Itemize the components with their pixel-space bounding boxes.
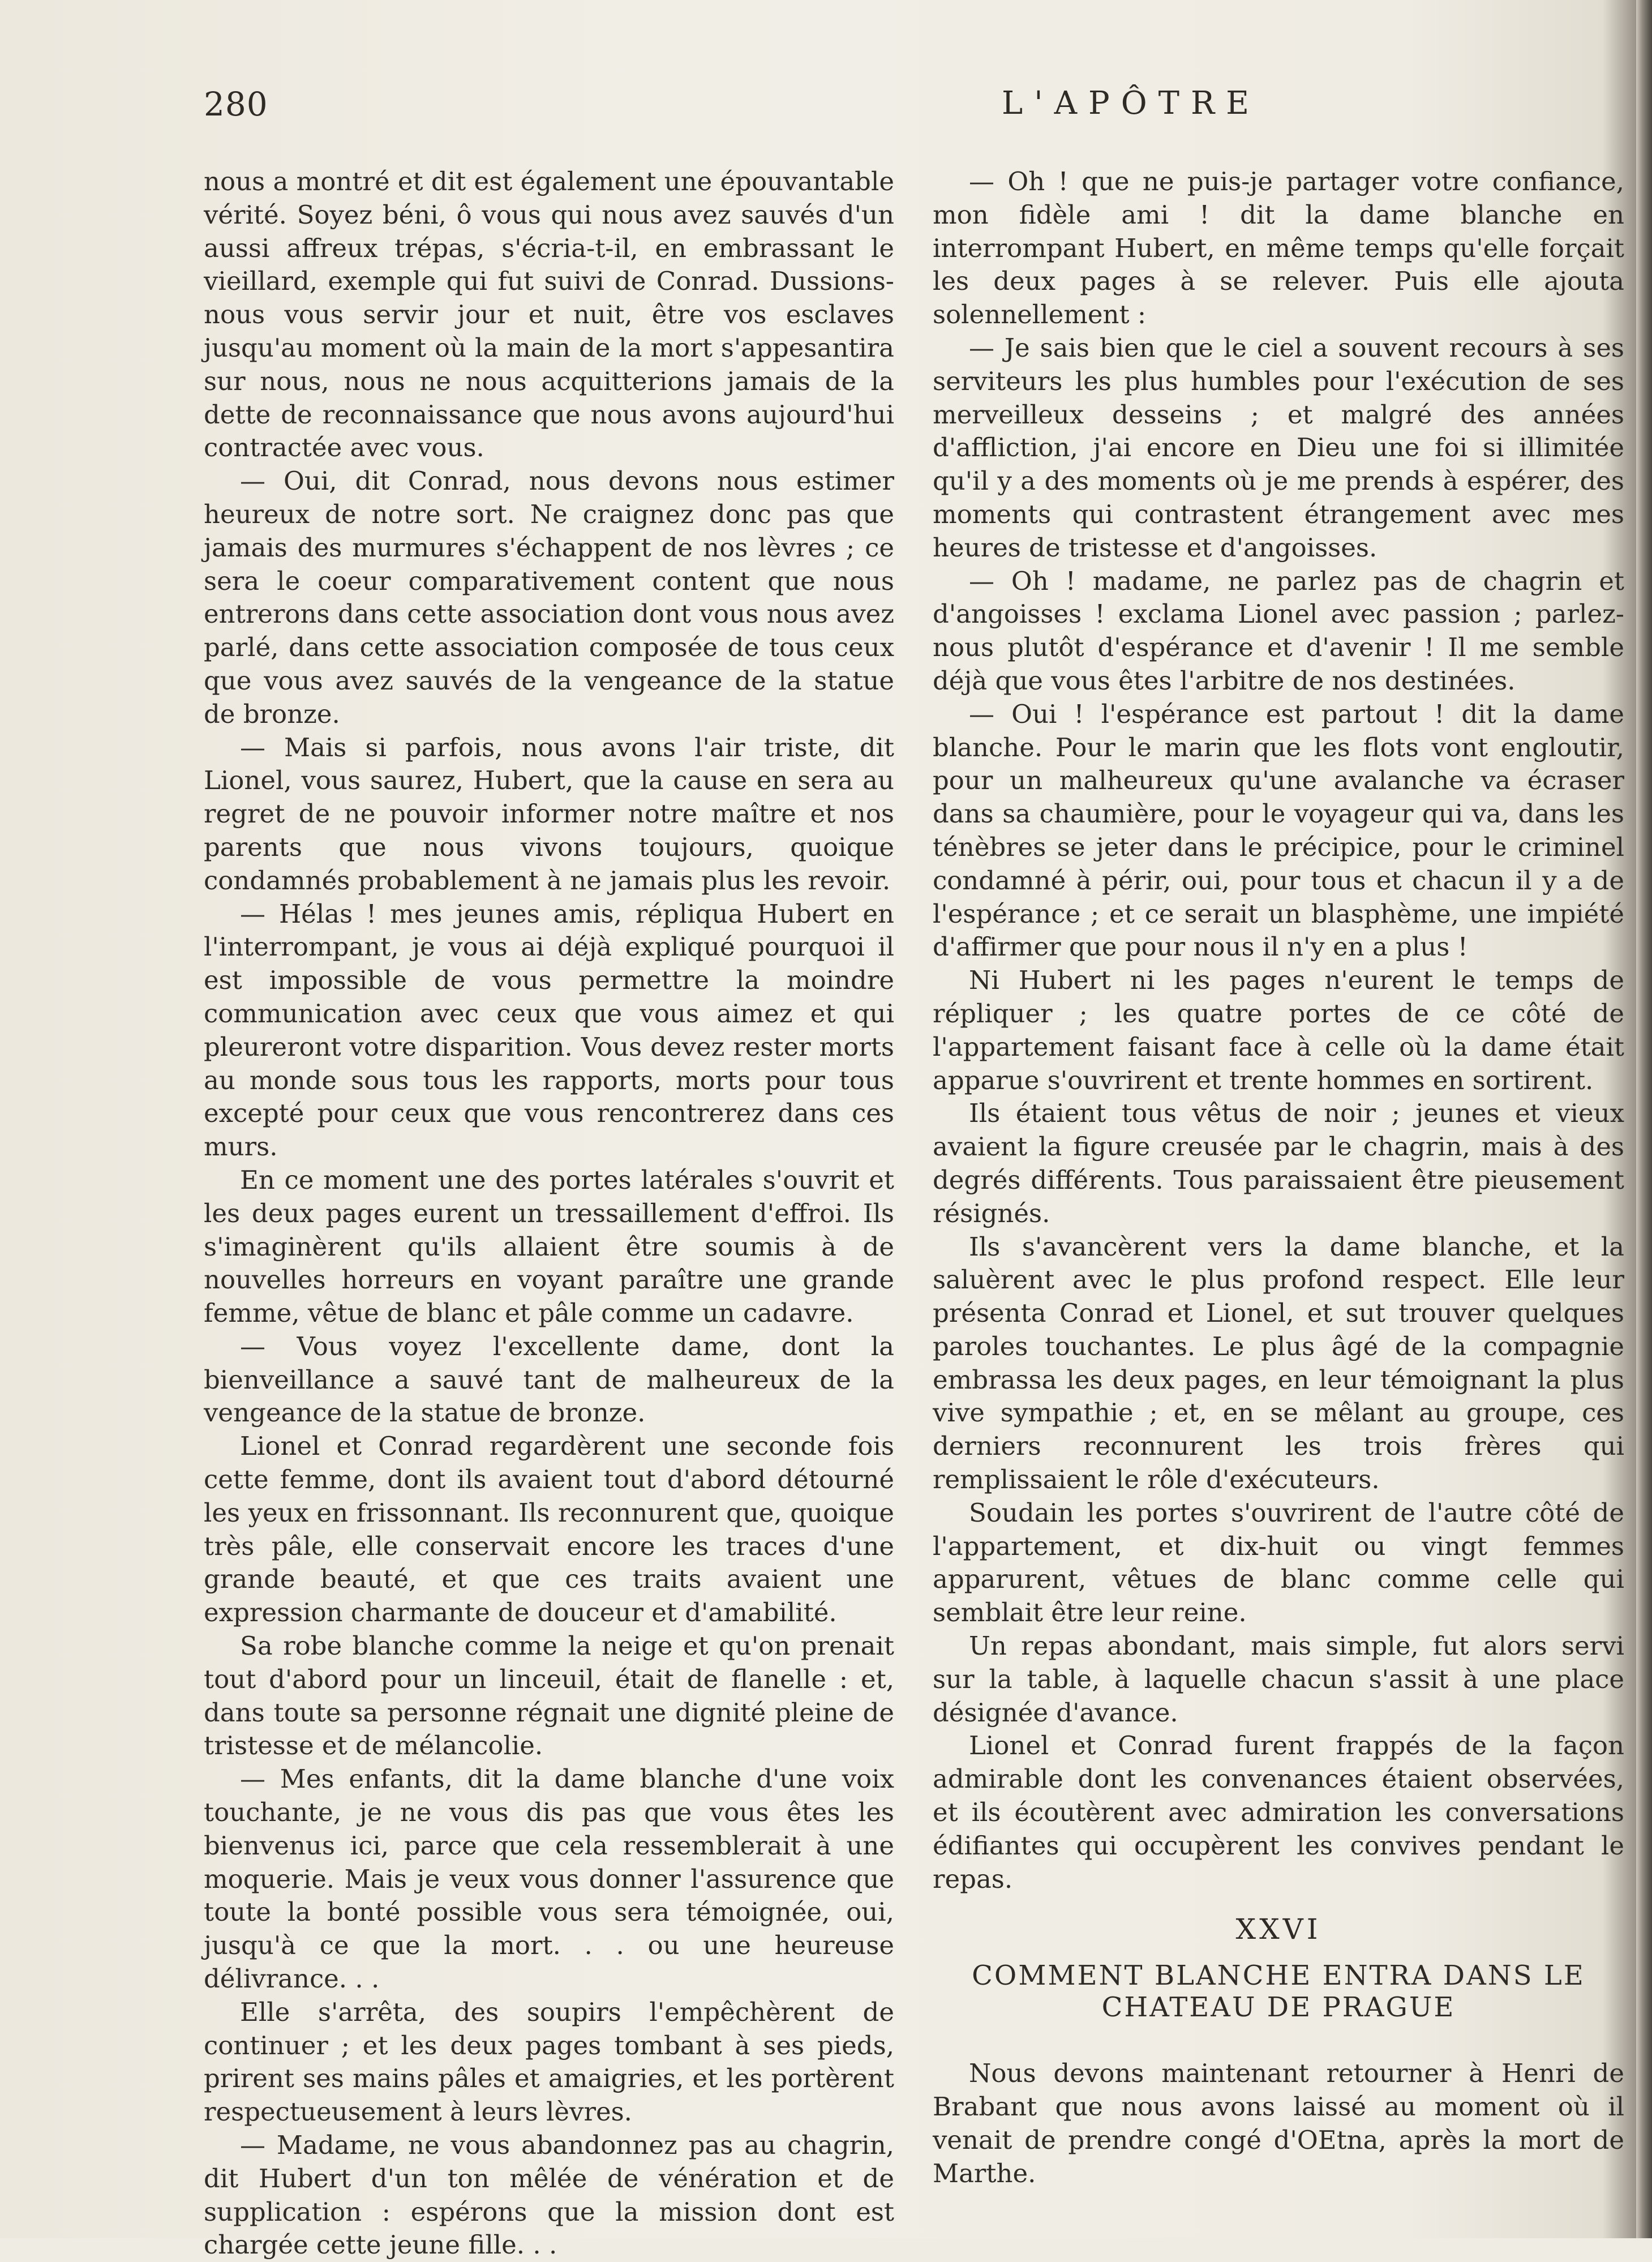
right-column — [933, 165, 1624, 2190]
running-title: L'APÔTRE — [1002, 85, 1261, 122]
paragraph: Ni Hubert ni les pages n'eurent le temps de répliquer ; les quatre portes de ce côté de l'appartement faisant face à celle où la dame était apparue s'ouvrirent et trente hommes en sortirent. — [933, 965, 1624, 1095]
chapter-title-line: COMMENT BLANCHE ENTRA DANS LE — [972, 1960, 1585, 1992]
paragraph: — Mes enfants, dit la dame blanche d'une voix touchante, je ne vous dis pas que vous êtes les bienvenus ici, parce que cela ressemblerait à une moquerie. Mais je veux vous donner l'assurence que toute la bonté possible vous sera témoignée, oui, jusqu'à ce que la mort. . . ou une heureuse délivrance. . . — [204, 1764, 894, 1994]
chapter-title-line: CHATEAU DE PRAGUE — [1101, 1991, 1456, 2024]
chapter-first-paragraph: Nous devons maintenant retourner à Henri de Brabant que nous avons laissé au moment où il venait de prendre congé d'OEtna, après la mort de Marthe. — [933, 2058, 1624, 2188]
paragraph: En ce moment une des portes latérales s'ouvrit et les deux pages eurent un tressaillement d'effroi. Ils s'imaginèrent qu'ils allaient être soumis à de nouvelles horreurs en voyant paraître une grande femme, vêtue de blanc et pâle comme un cadavre. — [204, 1164, 894, 1329]
chapter-title — [933, 1960, 1624, 2023]
paragraph: Sa robe blanche comme la neige et qu'on prenait tout d'abord pour un linceuil, était de flanelle : et, dans toute sa personne régnait une dignité pleine de tristesse et de mélancolie. — [204, 1631, 894, 1761]
paragraph: — Je sais bien que le ciel a souvent recours à ses serviteurs les plus humbles pour l'exécution de ses merveilleux desseins ; et malgré des années d'affliction, j'ai encore en Dieu une foi si illimitée qu'il y a des moments où je me prends à espérer, des moments qui contrastent étrangement avec mes heures de tristesse et d'angoisses. — [933, 332, 1624, 563]
paragraph: nous a montré et dit est également une épouvantable vérité. Soyez béni, ô vous qui nous avez sauvés d'un aussi affreux trépas, s'écria-t-il, en embrassant le vieillard, exemple qui fut suivi de Conrad. Dussions-nous vous servir jour et nuit, être vos esclaves jusqu'au moment où la main de la mort s'appesantira sur nous, nous ne nous acquitterions jamais de la dette de reconnaissance que nous avons aujourd'hui contractée avec vous. — [204, 166, 894, 463]
paragraph: — Madame, ne vous abandonnez pas au chagrin, dit Hubert d'un ton mêlée de vénération et de supplication : espérons que la mission dont est chargée cette jeune fille. . . — [204, 2130, 894, 2260]
paragraph: Elle s'arrêta, des soupirs l'empêchèrent de continuer ; et les deux pages tombant à ses pieds, prirent ses mains pâles et amaigries, et les portèrent respectueusement à leurs lèvres. — [204, 1997, 894, 2127]
paragraph: — Oh ! madame, ne parlez pas de chagrin et d'angoisses ! exclama Lionel avec passion ; parlez-nous plutôt d'espérance et d'avenir ! Il me semble déjà que vous êtes l'arbitre de nos destinées. — [933, 566, 1624, 696]
paragraph: Ils s'avancèrent vers la dame blanche, et la saluèrent avec le plus profond respect. Elle leur présenta Conrad et Lionel, et sut trouver quelques paroles touchantes. Le plus âgé de la compagnie embrassa les deux pages, en leur témoignant la plus vive sympathie ; et, en se mêlant au groupe, ces derniers reconnurent les trois frères qui remplissaient le rôle d'exécuteurs. — [933, 1231, 1624, 1495]
paragraph: — Hélas ! mes jeunes amis, répliqua Hubert en l'interrompant, je vous ai déjà expliqué pourquoi il est impossible de vous permettre la moindre communication avec ceux que vous aimez et qui pleureront votre disparition. Vous devez rester morts au monde sous tous les rapports, morts pour tous excepté pour ceux que vous rencontrerez dans ces murs. — [204, 898, 894, 1162]
paragraph: — Mais si parfois, nous avons l'air triste, dit Lionel, vous saurez, Hubert, que la cause en sera au regret de ne pouvoir informer notre maître et nos parents que nous vivons toujours, quoique condamnés probablement à ne jamais plus les revoir. — [204, 732, 894, 896]
paragraph: Soudain les portes s'ouvrirent de l'autre côté de l'appartement, et dix-huit ou vingt femmes apparurent, vêtues de blanc comme celle qui semblait être leur reine. — [933, 1497, 1624, 1628]
page-header — [204, 85, 1619, 136]
chapter-number: XXVI — [1235, 1913, 1321, 1946]
left-column — [204, 165, 894, 2262]
paragraph: Lionel et Conrad furent frappés de la façon admirable dont les convenances étaient observées, et ils écoutèrent avec admiration les conversations édifiantes qui occupèrent les convives pendant le repas. — [933, 1730, 1624, 1894]
page-number: 280 — [204, 85, 268, 123]
paragraph: Un repas abondant, mais simple, fut alors servi sur la table, à laquelle chacun s'assit à une place désignée d'avance. — [933, 1631, 1624, 1728]
paragraph: — Vous voyez l'excellente dame, dont la bienveillance a sauvé tant de malheureux de la vengeance de la statue de bronze. — [204, 1331, 894, 1428]
paragraph: Lionel et Conrad regardèrent une seconde fois cette femme, dont ils avaient tout d'abord détourné les yeux en frissonnant. Ils reconnurent que, quoique très pâle, elle conservait encore les traces d'une grande beauté, et que ces traits avaient une expression charmante de douceur et d'amabilité. — [204, 1431, 894, 1628]
paragraph: — Oh ! que ne puis-je partager votre confiance, mon fidèle ami ! dit la dame blanche en interrompant Hubert, en même temps qu'elle forçait les deux pages à se relever. Puis elle ajouta solennellement : — [933, 166, 1624, 330]
paragraph: Ils étaient tous vêtus de noir ; jeunes et vieux avaient la figure creusée par le chagrin, mais à des degrés différents. Tous paraissaient être pieusement résignés. — [933, 1098, 1624, 1228]
paragraph: — Oui, dit Conrad, nous devons nous estimer heureux de notre sort. Ne craignez donc pas que jamais des murmures s'échappent de nos lèvres ; ce sera le coeur comparativement content que nous entrerons dans cette association dont vous nous avez parlé, dans cette association composée de tous ceux que vous avez sauvés de la vengeance de la statue de bronze. — [204, 466, 894, 729]
page-binding-edge — [1636, 0, 1652, 2238]
paragraph: — Oui ! l'espérance est partout ! dit la dame blanche. Pour le marin que les flots vont engloutir, pour un malheureux qu'une avalanche va écraser dans sa chaumière, pour le voyageur qui va, dans les ténèbres se jeter dans le précipice, pour le criminel condamné à périr, oui, pour tous et chacun il y a de l'espérance ; et ce serait un blasphème, une impiété d'affirmer que pour nous il n'y en a plus ! — [933, 699, 1624, 962]
